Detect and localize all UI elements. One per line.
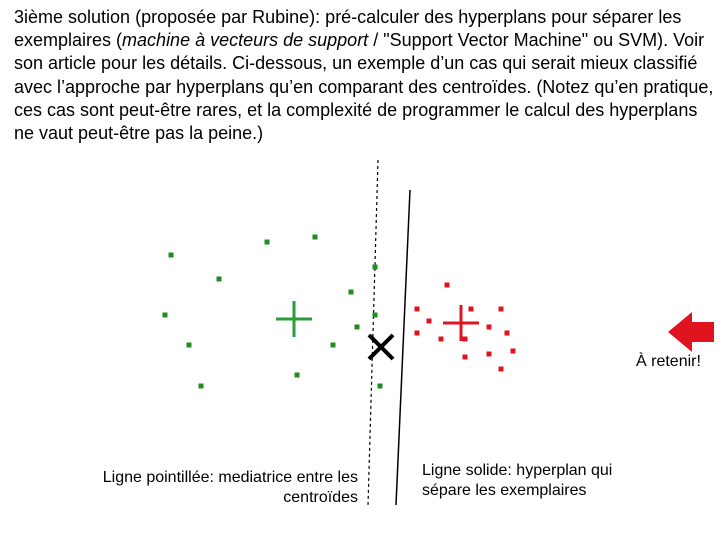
class-b-point (427, 319, 432, 324)
class-b-point (439, 337, 444, 342)
class-a-point (378, 384, 383, 389)
class-b-point (463, 337, 468, 342)
class-a-point (199, 384, 204, 389)
intro-text-2: / "Support Vector Machine" ou SVM). Voir son article pour les détails. Ci-dessous, un exemple d’un cas qui serait mieux classifié avec l’approche par hyperplans qu’en comparant des centroïdes. (Notez qu’en pratique, ces cas sont peut-être rares, et la complexité de programmer le calcul des hyperplans ne vaut peut-être pas la peine.) (14, 30, 714, 144)
solid-line-caption: Ligne solide: hyperplan qui sépare les exemplaires (422, 462, 613, 499)
class-a-point (217, 277, 222, 282)
class-b-point (415, 331, 420, 336)
class-b-point (499, 367, 504, 372)
dashed-line-caption: Ligne pointillée: mediatrice entre les centroïdes (102, 469, 358, 506)
class-a-point (169, 253, 174, 258)
class-b-point (511, 349, 516, 354)
red-centroid-plus-icon (443, 305, 479, 341)
class-a-point (373, 313, 378, 318)
class-a-point (331, 343, 336, 348)
class-a-point (349, 290, 354, 295)
class-b-point (499, 307, 504, 312)
class-b-point (487, 352, 492, 357)
class-a-point (295, 373, 300, 378)
class-a-point (373, 265, 378, 270)
class-a-point (313, 235, 318, 240)
perpendicular-bisector-line (368, 160, 378, 505)
class-b-point (445, 283, 450, 288)
intro-text-italic: machine à vecteurs de support (122, 30, 369, 51)
class-a-points (163, 235, 383, 389)
intro-text-1: 3ième solution (proposée par Rubine): pré-calculer des hyperplans pour séparer les exemplaires ( (14, 7, 682, 51)
separating-hyperplane-line (396, 190, 410, 505)
class-a-point (163, 313, 168, 318)
class-b-point (487, 325, 492, 330)
class-b-point (463, 355, 468, 360)
class-b-point (505, 331, 510, 336)
left-arrow-icon (668, 312, 714, 352)
class-b-points (415, 283, 516, 372)
class-a-point (355, 325, 360, 330)
class-b-point (469, 307, 474, 312)
retenir-label: À retenir! (636, 353, 701, 370)
class-b-point (415, 307, 420, 312)
class-a-point (187, 343, 192, 348)
green-centroid-plus-icon (276, 301, 312, 337)
class-a-point (265, 240, 270, 245)
